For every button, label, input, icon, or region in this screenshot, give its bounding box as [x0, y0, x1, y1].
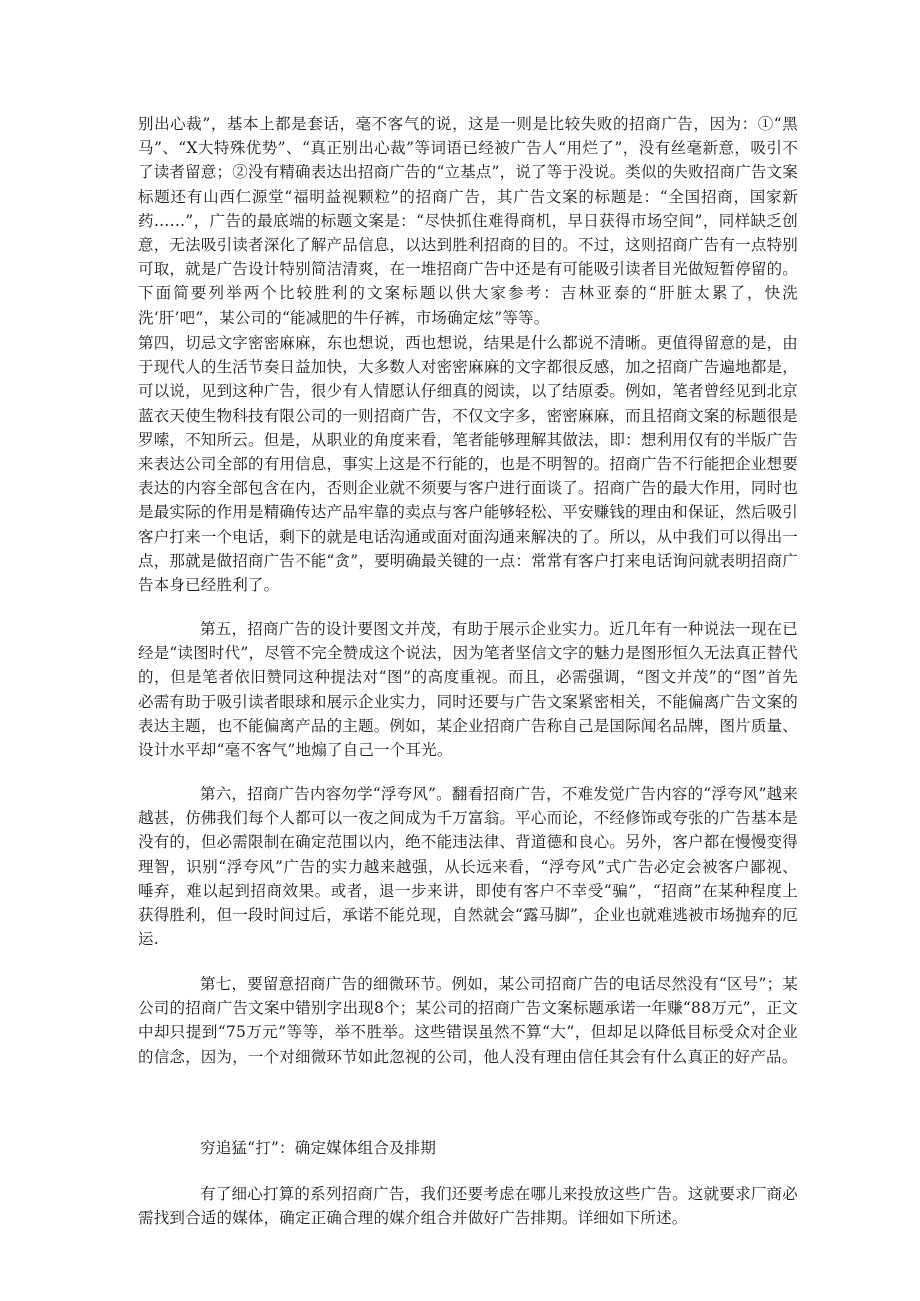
- section-heading: 穷追猛“打”：确定媒体组合及排期: [200, 1139, 437, 1157]
- paragraph-media-intro: 有了细心打算的系列招商广告，我们还要考虑在哪儿来投放这些广告。这就要求厂商必需找到合适的媒体，确定正确合理的媒介组合并做好广告排期。详细如下所述。: [138, 1185, 798, 1228]
- paragraph-failed-ad-titles: 别出心裁”，基本上都是套话，毫不客气的说，这是一则是比较失败的招商广告，因为：①“黑马”、“X大特殊优势”、“真正别出心裁”等词语已经被广告人“用烂了”，没有丝毫新意，吸引不了读者留意；②没有精确表达出招商广告的“立基点”，说了等于没说。类似的失败招商广告文案标题还有山西仁源堂“福明益视颗粒”的招商广告，其广告文案的标题是：“全国招商，国家新药……”，广告的最底端的标题文案是：“尽快抓住难得商机，早日获得市场空间”，同样缺乏创意，无法吸引读者深化了解产品信息，以达到胜利招商的目的。不过，这则招商广告有一点特别可取，就是广告设计特别简洁清爽，在一堆招商广告中还是有可能吸引读者目光做短暂停留的。下面简要列举两个比较胜利的文案标题以供大家参考：吉林亚泰的“肝脏太累了，快洗洗‘肝’吧”，某公司的“能减肥的牛仔裤，市场确定炫”等等。: [138, 115, 798, 327]
- paragraph-point-six: 第六，招商广告内容勿学“浮夸风”。翻看招商广告，不难发觉广告内容的“浮夸风”越来越甚，仿佛我们每个人都可以一夜之间成为千万富翁。平心而论，不经修饰或夸张的广告基本是没有的，但必需限制在确定范围以内，绝不能违法律、背道德和良心。另外，客户都在慢慢变得理智，识别“浮夸风”广告的实力越来越强，从长远来看，“浮夸风”式广告必定会被客户鄙视、唾弃，难以起到招商效果。或者，退一步来讲，即使有客户不幸受“骗”，“招商”在某种程度上获得胜利，但一段时间过后，承诺不能兑现，自然就会“露马脚”，企业也就难逃被市场抛弃的厄运.: [138, 785, 798, 949]
- paragraph-point-seven: 第七，要留意招商广告的细微环节。例如，某公司招商广告的电话尽然没有“区号”；某公司的招商广告文案中错别字出现8个；某公司的招商广告文案标题承诺一年赚“88万元”，正文中却只提到“75万元”等等，举不胜举。这些错误虽然不算“大”，但却足以降低目标受众对企业的信念，因为，一个对细微环节如此忽视的公司，他人没有理由信任其会有什么真正的好产品。: [138, 975, 798, 1066]
- paragraph-point-five: 第五，招商广告的设计要图文并茂，有助于展示企业实力。近几年有一种说法一现在已经是“读图时代”，尽管不完全赞成这个说法，因为笔者坚信文字的魅力是图形恒久无法真正替代的，但是笔者依旧赞同这种提法对“图”的高度重视。而且，必需强调，“图文并茂”的“图”首先必需有助于吸引读者眼球和展示企业实力，同时还要与广告文案紧密相关，不能偏离广告文案的表达主题，也不能偏离产品的主题。例如，某企业招商广告称自己是国际闻名品牌，图片质量、设计水平却“毫不客气”地煽了自己一个耳光。: [138, 620, 798, 760]
- paragraph-point-four: 第四，切忌文字密密麻麻，东也想说，西也想说，结果是什么都说不清晰。更值得留意的是，由于现代人的生活节奏日益加快，大多数人对密密麻麻的文字都很反感，加之招商广告遍地都是，可以说，见到这种广告，很少有人情愿认仔细真的阅读，以了结原委。例如，笔者曾经见到北京蓝衣天使生物科技有限公司的一则招商广告，不仅文字多，密密麻麻，而且招商文案的标题很是罗嗦，不知所云。但是，从职业的角度来看，笔者能够理解其做法，即：想利用仅有的半版广告来表达公司全部的有用信息，事实上这是不行能的，也是不明智的。招商广告不行能把企业想要表达的内容全部包含在内，否则企业就不须要与客户进行面谈了。招商广告的最大作用，同时也是最实际的作用是精确传达产品牢靠的卖点与客户能够轻松、平安赚钱的理由和保证，然后吸引客户打来一个电话，剩下的就是电话沟通或面对面沟通来解决的了。所以，从中我们可以得出一点，那就是做招商广告不能“贪”，要明确最关键的一点：常常有客户打来电话询问就表明招商广告本身已经胜利了。: [138, 334, 798, 595]
